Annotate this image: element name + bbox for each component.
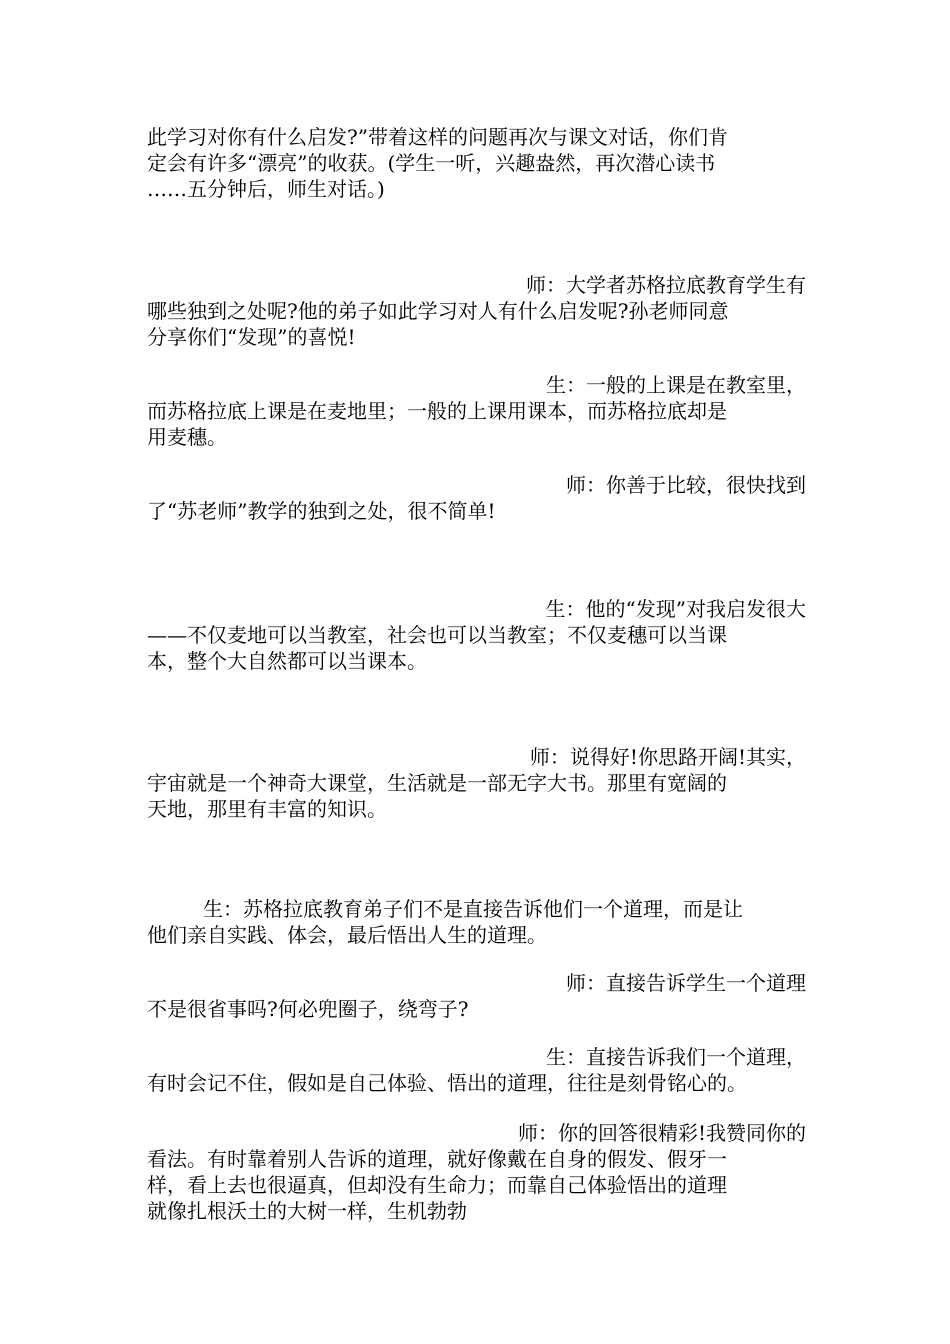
- text-line: 师：你的回答很精彩!我赞同你的: [517, 1121, 806, 1145]
- paragraph-teacher-reply-2: [147, 744, 812, 822]
- text-line: ……五分钟后，师生对话。): [147, 177, 385, 201]
- paragraph-teacher-reply-1: [147, 472, 812, 524]
- text-line: 此学习对你有什么启发?”带着这样的问题再次与课文对话，你们肯: [147, 125, 728, 149]
- text-line: 生：他的“发现”对我启发很大: [545, 597, 806, 621]
- text-line: 样，看上去也很逼真，但却没有生命力；而靠自己体验悟出的道理: [147, 1173, 727, 1197]
- text-line: 师：大学者苏格拉底教育学生有: [526, 273, 806, 297]
- text-line: 本，整个大自然都可以当课本。: [147, 649, 427, 673]
- text-line: 生：一般的上课是在教室里，: [546, 373, 806, 397]
- text-line: 了“苏老师”教学的独到之处，很不简单!: [147, 499, 496, 523]
- text-line: 就像扎根沃土的大树一样，生机勃勃: [147, 1199, 467, 1223]
- text-line: 有时会记不住，假如是自己体验、悟出的道理，往往是刻骨铭心的。: [147, 1071, 747, 1095]
- text-line: 定会有许多“漂亮”的收获。(学生一听，兴趣盎然，再次潜心读书: [147, 151, 716, 175]
- paragraph-student-answer-3: [147, 896, 812, 948]
- paragraph-student-answer-1: [147, 372, 812, 450]
- text-line: 分享你们“发现”的喜悦!: [147, 325, 356, 349]
- text-line: 不是很省事吗?何必兜圈子，绕弯子?: [147, 997, 469, 1021]
- text-line: 宇宙就是一个神奇大课堂，生活就是一部无字大书。那里有宽阔的: [147, 771, 727, 795]
- text-line: 生：直接告诉我们一个道理，: [546, 1045, 806, 1069]
- paragraph-student-answer-2: [147, 596, 812, 674]
- text-line: 用麦穗。: [147, 425, 227, 449]
- paragraph-intro: [147, 124, 812, 202]
- text-line: 师：直接告诉学生一个道理: [566, 971, 806, 995]
- paragraph-student-answer-4: [147, 1044, 812, 1096]
- text-line: 他们亲自实践、体会，最后悟出人生的道理。: [147, 923, 547, 947]
- text-line: ——不仅麦地可以当教室，社会也可以当教室；不仅麦穗可以当课: [147, 623, 727, 647]
- paragraph-teacher-reply-3: [147, 1120, 812, 1224]
- text-line: 师：你善于比较，很快找到: [566, 473, 806, 497]
- text-line: 生：苏格拉底教育弟子们不是直接告诉他们一个道理，而是让: [203, 897, 743, 921]
- text-line: 天地，那里有丰富的知识。: [147, 797, 387, 821]
- paragraph-teacher-question-2: [147, 970, 812, 1022]
- text-line: 而苏格拉底上课是在麦地里；一般的上课用课本，而苏格拉底却是: [147, 399, 727, 423]
- text-line: 看法。有时靠着别人告诉的道理，就好像戴在自身的假发、假牙一: [147, 1147, 727, 1171]
- paragraph-teacher-question: [147, 272, 812, 350]
- text-line: 哪些独到之处呢?他的弟子如此学习对人有什么启发呢?孙老师同意: [147, 299, 729, 323]
- text-line: 师：说得好!你思路开阔!其实，: [529, 745, 806, 769]
